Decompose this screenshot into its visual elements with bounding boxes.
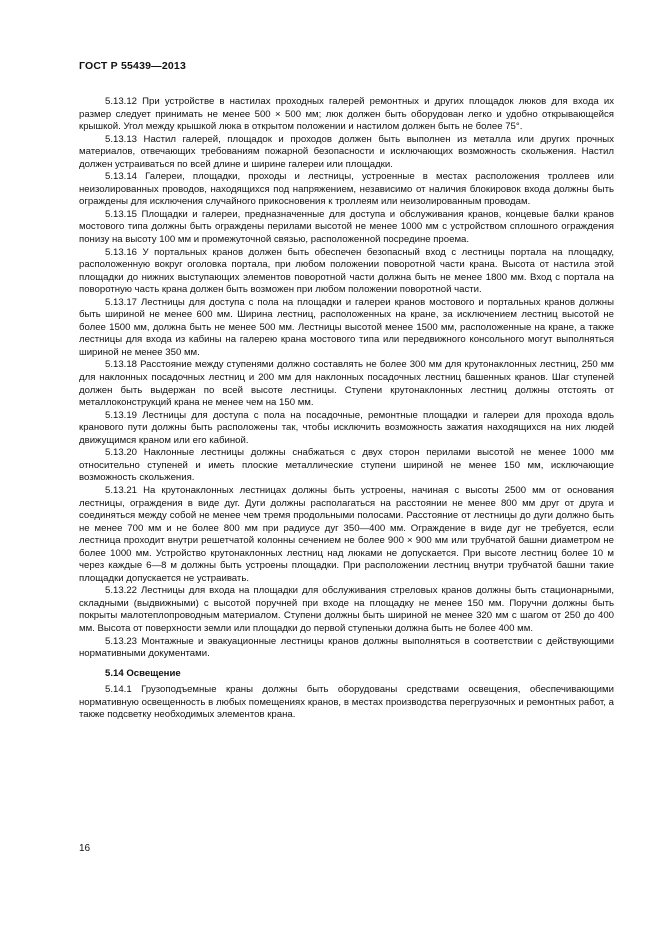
paragraph-5-13-18: 5.13.18 Расстояние между ступенями должно составлять не более 300 мм для крутонаклонных лестниц, 250 мм для наклонных посадочных лестниц и 200 мм для наклонных посадочных лестниц башенных кранов. Шаг ступеней должен быть выдержан по всей высоте лестницы. Ступени крутонаклонных лестниц должны отстоять от металлоконструкций крана не менее чем на 150 мм. — [79, 359, 614, 409]
paragraph-5-13-12: 5.13.12 При устройстве в настилах проходных галерей ремонтных и других площадок люков для входа их размер следует принимать не менее 500 × 500 мм; люк должен быть оборудован легко и удобно открывающейся крышкой. Угол между крышкой люка в открытом положении и настилом должен быть не более 75°. — [79, 96, 614, 133]
paragraph-5-13-14: 5.13.14 Галереи, площадки, проходы и лестницы, устроенные в местах расположения троллеев или неизолированных проводов, находящихся под напряжением, независимо от наличия блокировок входа должны быть ограждены для исключения случайного прикосновения к троллеям или неизолированным проводам. — [79, 171, 614, 208]
page-number: 16 — [79, 843, 91, 854]
paragraph-5-13-23: 5.13.23 Монтажные и эвакуационные лестницы кранов должны выполняться в соответствии с действующими нормативными документами. — [79, 635, 614, 660]
paragraph-5-13-13: 5.13.13 Настил галерей, площадок и проходов должен быть выполнен из металла или других прочных материалов, отвечающих требованиям пожарной безопасности и исключающих возможность скольжения. Настил должен устраиваться по всей длине и ширине галереи или площадки. — [79, 133, 614, 170]
paragraph-5-13-22: 5.13.22 Лестницы для входа на площадки для обслуживания стреловых кранов должны быть стационарными, складными (выдвижными) с высотой поручней при входе на площадку не менее 150 мм. Поручни должны быть покрыты малотеплопроводным материалом. Ступени должны быть шириной не менее 320 мм с шагом от 250 до 400 мм. Высота от поверхности земли или площадки до первой ступеньки должна быть не более 400 мм. — [79, 585, 614, 634]
paragraph-5-13-21: 5.13.21 На крутонаклонных лестницах должны быть устроены, начиная с высоты 2500 мм от основания лестницы, ограждения в виде дуг. Дуги должны располагаться на расстоянии не менее 800 мм друг от друга и соединяться между собой не менее чем тремя продольными полосами. Расстояние от лестницы до дуги должно быть не менее 700 мм и не более 800 мм при радиусе дуг 350—400 мм. Ограждение в виде дуг не требуется, если лестница проходит внутри решетчатой колонны сечением не более 900 × 900 мм или трубчатой башни диаметром не более 1000 мм. Устройство крутонаклонных лестниц над люками не допускается. При высоте лестниц более 10 м через каждые 6—8 м должны быть устроены площадки. При расположении лестниц внутри трубчатой башни такие площадки допускается не устраивать. — [79, 484, 614, 584]
paragraph-5-13-17: 5.13.17 Лестницы для доступа с пола на площадки и галереи кранов мостового и портальных кранов должны быть шириной не менее 600 мм. Ширина лестниц, расположенных на кране, за исключением лестниц высотой не более 1500 мм, должна быть не менее 500 мм. Лестницы высотой менее 1500 мм, расположенные на кране, а также лестницы для входа из кабины на галерею крана мостового типа или передвижного консольного могут выполняться шириной не менее 350 мм. — [79, 296, 614, 358]
standard-header: ГОСТ Р 55439—2013 — [79, 60, 187, 72]
paragraph-5-13-15: 5.13.15 Площадки и галереи, предназначенные для доступа и обслуживания кранов, концевые балки кранов мостового типа должны быть ограждены перилами высотой не менее 1000 мм с устройством сплошного ограждения понизу на высоту 100 мм и промежуточной связью, расположенной посредине проема. — [79, 208, 614, 246]
paragraph-5-14-1: 5.14.1 Грузоподъемные краны должны быть оборудованы средствами освещения, обеспечивающими нормативную освещенность в любых помещениях кранов, в местах производства перегрузочных и ремонтных работ, а также подсветку необходимых элементов крана. — [79, 684, 614, 721]
document-body — [79, 96, 614, 722]
paragraph-5-13-20: 5.13.20 Наклонные лестницы должны снабжаться с двух сторон перилами высотой не менее 1000 мм относительно ступеней и иметь плоские металлические ступени шириной не менее 150 мм, исключающие возможность скольжения. — [79, 447, 614, 484]
paragraph-5-13-16: 5.13.16 У портальных кранов должен быть обеспечен безопасный вход с лестницы портала на площадку, расположенную вокруг оголовка портала, при любом положении поворотной части крана. Высота от настила этой площадки до нижних выступающих элементов поворотной части должна быть не менее 1800 мм. Вход с портала на поворотную часть крана должен быть возможен при любом положении поворотной части. — [79, 246, 614, 296]
section-heading: 5.14 Освещение — [105, 667, 181, 679]
paragraph-5-13-19: 5.13.19 Лестницы для доступа с пола на посадочные, ремонтные площадки и галереи для прохода вдоль кранового пути должны быть расположены так, чтобы исключить возможность зажатия находящихся на них людей движущимся краном или его кабиной. — [79, 409, 614, 446]
